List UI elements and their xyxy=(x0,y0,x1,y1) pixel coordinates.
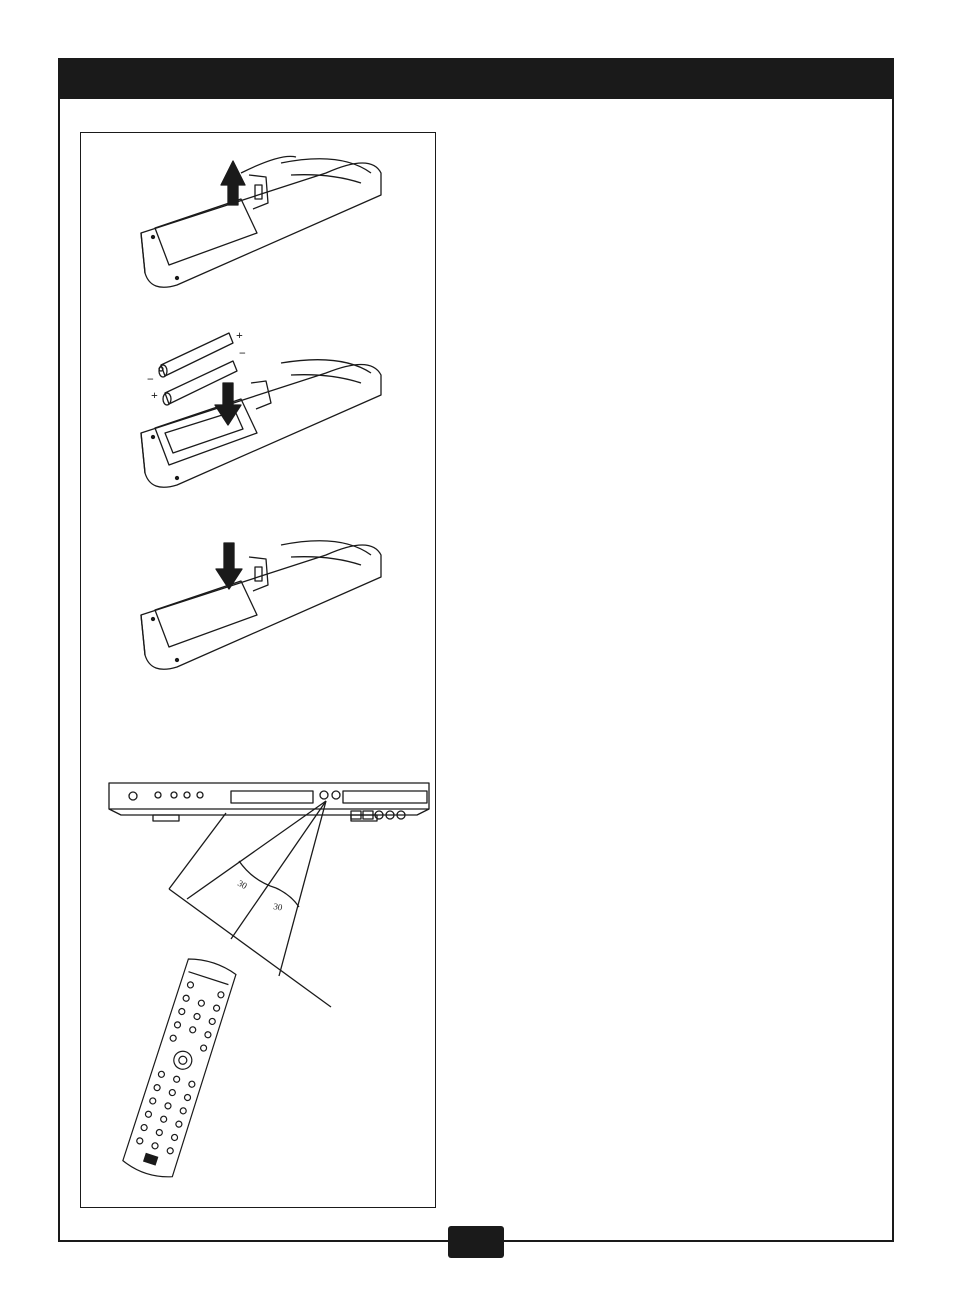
down-arrow-icon xyxy=(215,383,241,425)
up-arrow-icon xyxy=(221,161,245,205)
reception-angle-diagram xyxy=(169,801,331,1007)
remote-control-illustration xyxy=(121,955,239,1181)
remote-close-cover-illustration xyxy=(141,541,381,670)
dvd-player-illustration xyxy=(109,783,429,821)
figure-box xyxy=(80,132,436,1208)
remote-insert-batteries-illustration xyxy=(141,360,381,488)
polarity-plus-left: + xyxy=(151,388,158,402)
polarity-plus-top: + xyxy=(236,328,243,342)
angle-label-right: 30 xyxy=(272,901,284,913)
remote-open-cover-illustration xyxy=(141,156,381,287)
angle-label-left: 30 xyxy=(236,877,249,891)
illustration xyxy=(81,133,436,1208)
page-header-bar xyxy=(58,58,894,99)
polarity-minus-left: − xyxy=(147,372,154,386)
polarity-minus-right: − xyxy=(239,346,246,360)
battery-top xyxy=(159,333,233,377)
page-number-tab xyxy=(448,1226,504,1258)
